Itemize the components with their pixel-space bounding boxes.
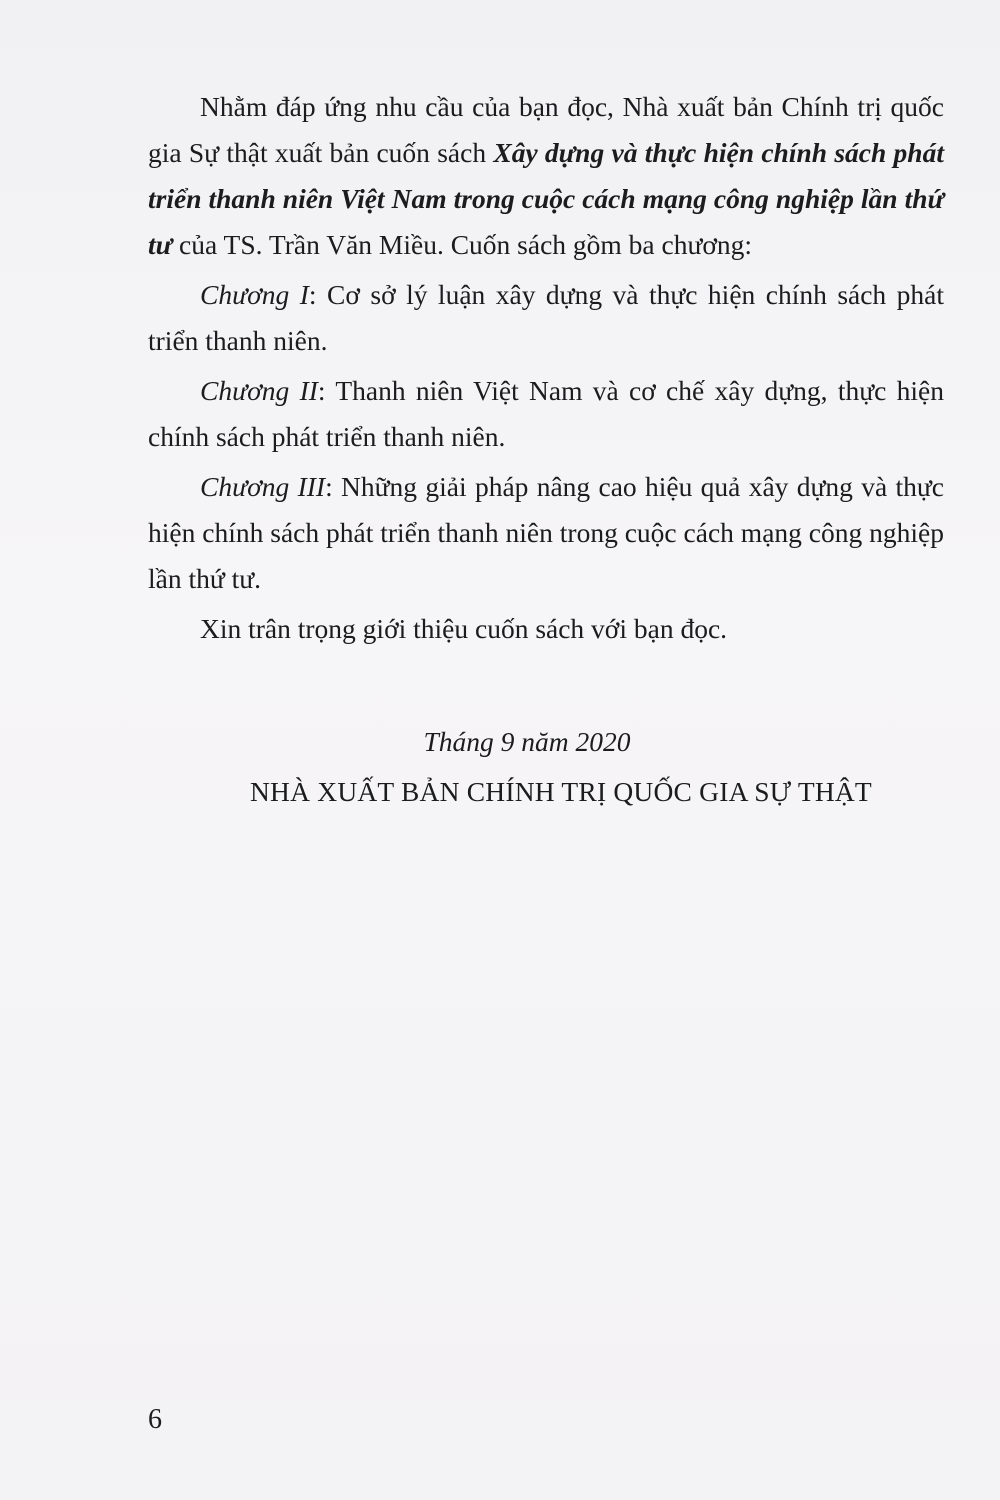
chapter-2-label: Chương II [200, 375, 318, 406]
book-title: Xây dựng và thực hiện chính sách phát triển thanh niên Việt Nam trong cuộc cách mạng công nghiệp lần thứ tư [148, 137, 944, 260]
chapter-3-text: : Những giải pháp nâng cao hiệu quả xây dựng và thực hiện chính sách phát triển thanh niên trong cuộc cách mạng công nghiệp lần thứ tư. [148, 471, 944, 594]
chapter-2-paragraph [148, 368, 944, 460]
publication-date: Tháng 9 năm 2020 [423, 726, 631, 757]
page-number: 6 [148, 1404, 162, 1435]
publisher-name: NHÀ XUẤT BẢN CHÍNH TRỊ QUỐC GIA SỰ THẬT [250, 776, 872, 807]
intro-paragraph [148, 84, 944, 268]
chapter-3-label: Chương III [200, 471, 326, 502]
intro-tail: của TS. Trần Văn Miều. Cuốn sách gồm ba chương: [172, 229, 753, 260]
chapter-1-paragraph [148, 272, 944, 364]
chapter-1-label: Chương I [200, 279, 309, 310]
closing-paragraph: Xin trân trọng giới thiệu cuốn sách với bạn đọc. [200, 613, 728, 644]
chapter-1-text: : Cơ sở lý luận xây dựng và thực hiện chính sách phát triển thanh niên. [148, 279, 944, 356]
chapter-3-paragraph [148, 464, 944, 602]
body-text [148, 84, 944, 652]
chapter-2-text: : Thanh niên Việt Nam và cơ chế xây dựng, thực hiện chính sách phát triển thanh niên. [148, 375, 944, 452]
intro-lead: Nhằm đáp ứng nhu cầu của bạn đọc, Nhà xuất bản Chính trị quốc gia Sự thật xuất bản cuốn sách [148, 91, 944, 168]
